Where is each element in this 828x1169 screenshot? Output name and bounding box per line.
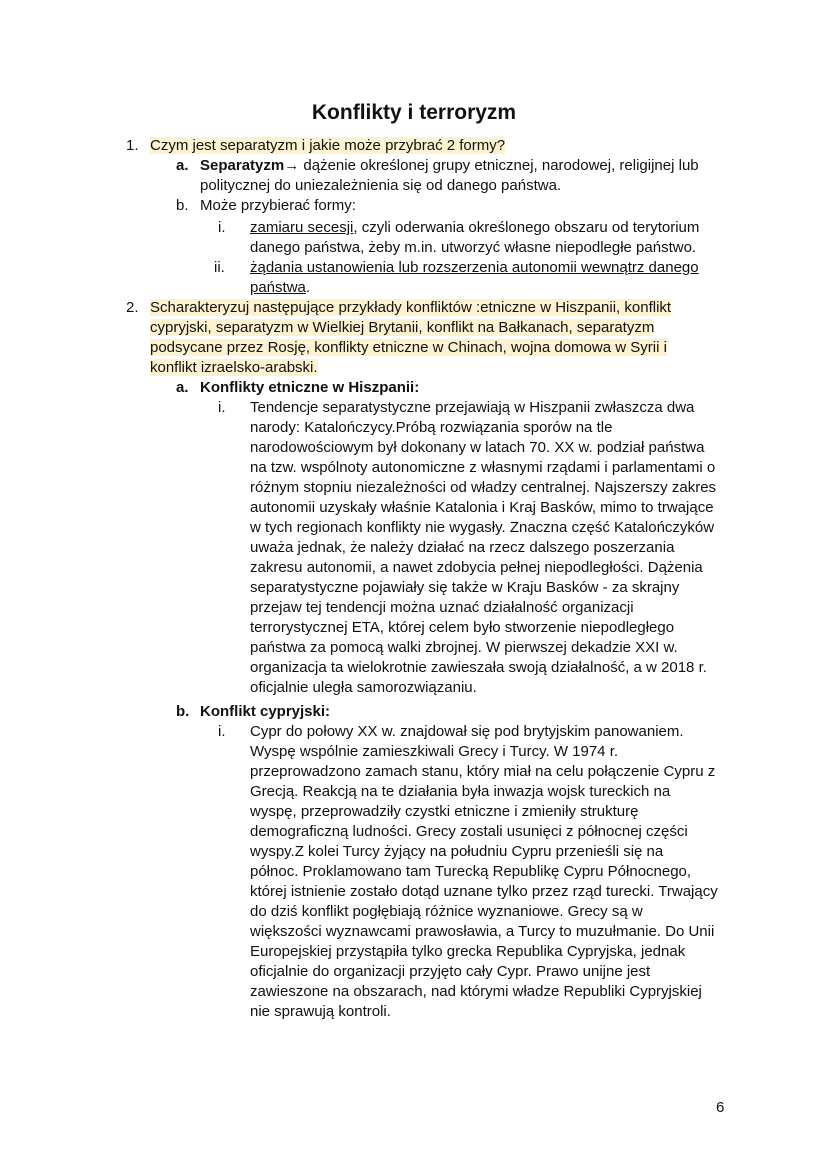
q1a-text-1: dążenie określonej grupy etnicznej, narodowej, religijnej lub — [299, 157, 699, 174]
q1a-term: Separatyzm — [200, 157, 285, 174]
q2-line-1 — [150, 298, 671, 318]
q2a-line: uważa jednak, że należy działać na rzecz dalszego poszerzania — [250, 539, 675, 556]
q2a-line: państwa za pomocą walki zbrojnej. W pierwszej dekadzie XXI w. — [250, 639, 678, 656]
q1b-ii-line-2 — [250, 278, 310, 298]
q2-number: 2. — [126, 299, 139, 316]
q2a-line: narody: Katalończycy.Próbą rozwiązania sporów na tle — [250, 419, 613, 436]
q2b-line: do dziś konflikt pogłębiają różnice wyznaniowe. Grecy są w — [250, 903, 643, 920]
q2b-line: Europejskiej przystąpiła tylko grecka Republika Cypryjska, jednak — [250, 943, 686, 960]
q2a-line: zakresu autonomii, a nawet zdobycia pełnej niepodległości. Dążenia — [250, 559, 703, 576]
q2a-line: autonomii uzyskały właśnie Katalonia i Kraj Basków, mimo to trwające — [250, 499, 714, 516]
q1b-ii-marker: ii. — [214, 259, 225, 276]
q2b-line: demograficzną ludności. Grecy zostali usunięci z północnej części — [250, 823, 688, 840]
q1a-marker: a. — [176, 157, 189, 174]
q1b-ii-text-2: państwa — [250, 279, 306, 296]
q2a-i-marker: i. — [218, 399, 226, 416]
q1b-i-line-1 — [250, 218, 699, 238]
q2b-line: której istnienie zostało dotąd uznane tylko przez rząd turecki. Trwający — [250, 883, 718, 900]
q2a-line: na tzw. wspólnoty autonomiczne z własnymi rządami i parlamentami o — [250, 459, 716, 476]
q2a-line: terrorystycznej ETA, której celem było stworzenie niepodległego — [250, 619, 675, 636]
q2-line-3 — [150, 338, 667, 358]
q1b-ii-end: . — [305, 279, 311, 296]
q1-number: 1. — [126, 137, 139, 154]
q2b-line: Wyspę wspólnie zamieszkiwali Grecy i Turcy. W 1974 r. — [250, 743, 619, 760]
q2a-line: narodowościowym był dokonany w latach 70. XX w. podział państwa — [250, 439, 705, 456]
q1b-i-marker: i. — [218, 219, 226, 236]
q2-line-2 — [150, 318, 654, 338]
q2a-line: oficjalnie uległa samorozwiązaniu. — [250, 679, 477, 696]
q2a-line: różnym stopniu niezależności od władzy centralnej. Najszerszy zakres — [250, 479, 717, 496]
page-number: 6 — [716, 1099, 725, 1116]
q2-text-2: cypryjski, separatyzm w Wielkiej Brytanii, konflikt na Bałkanach, separatyzm — [150, 319, 655, 336]
q1b-i-line-2: danego państwa, żeby m.in. utworzyć własne niepodległe państwo. — [250, 239, 697, 256]
q2b-line: większości wyznawcami prawosławia, a Turcy to muzułmanie. Do Unii — [250, 923, 715, 940]
page-title: Konflikty i terroryzm — [311, 101, 517, 124]
q2-text-4: konflikt izraelsko-arabski. — [150, 359, 318, 376]
q2b-line: oficjalnie do organizacji przyjęto cały Cypr. Prawo unijne jest — [250, 963, 651, 980]
q1-question-text: Czym jest separatyzm i jakie może przybrać 2 formy? — [150, 137, 506, 154]
q2-line-4 — [150, 358, 318, 378]
q2b-line: zawieszone na obszarach, nad którymi władze Republiki Cypryjskiej — [250, 983, 702, 1000]
q2b-i-marker: i. — [218, 723, 226, 740]
q1b-ii-line-1: żądania ustanowienia lub rozszerzenia autonomii wewnątrz danego — [250, 259, 699, 276]
q2a-line: przejaw tej tendencji można uznać działalność organizacji — [250, 599, 634, 616]
q1-question — [150, 136, 505, 156]
q2b-line: północ. Proklamowano tam Turecką Republikę Cypru Północnego, — [250, 863, 692, 880]
q2b-line: Grecją. Reakcją na te działania była inwazja wojsk tureckich na — [250, 783, 671, 800]
q2b-marker: b. — [176, 703, 190, 720]
q1b-marker: b. — [176, 197, 189, 214]
q1b-i-text-1: , czyli oderwania określonego obszaru od terytorium — [353, 219, 700, 236]
q2a-line: organizacja ta wielokrotnie zawieszała swoją działalność, a w 2018 r. — [250, 659, 707, 676]
q2-text-1: Scharakteryzuj następujące przykłady konfliktów :etniczne w Hiszpanii, konflikt — [150, 299, 672, 316]
q2b-line: wyspy.Z kolei Turcy żyjący na południu Cypru przenieśli się na — [250, 843, 664, 860]
q2a-heading: Konflikty etniczne w Hiszpanii: — [200, 379, 420, 396]
q1a-line-1 — [200, 156, 699, 176]
q2b-heading: Konflikt cypryjski: — [200, 703, 331, 720]
q1a-line-2: politycznej do uniezależnienia się od danego państwa. — [200, 177, 562, 194]
q2b-line: przeprowadzono zamach stanu, który miał na celu połączenie Cypru z — [250, 763, 716, 780]
q2b-line: nie sprawują kontroli. — [250, 1003, 391, 1020]
arrow-icon: → — [284, 157, 300, 174]
q2-text-3: podsycane przez Rosję, konflikty etniczne w Chinach, wojna domowa w Syrii i — [150, 339, 667, 356]
q1b-text: Może przybierać formy: — [200, 197, 356, 214]
q2a-marker: a. — [176, 379, 189, 396]
q2a-line: w tych regionach konflikty nie wygasły. Znaczna część Katalończyków — [250, 519, 715, 536]
q2b-line: wyspę, przeprowadziły czystki etniczne i zmieniły strukturę — [250, 803, 639, 820]
q2b-line: Cypr do połowy XX w. znajdował się pod brytyjskim panowaniem. — [250, 723, 684, 740]
q1b-i-underlined: zamiaru secesji — [250, 219, 354, 236]
q2a-line: separatystyczne pojawiały się także w Kraju Basków - za skrajny — [250, 579, 680, 596]
q2a-line: Tendencje separatystyczne przejawiają w Hiszpanii zwłaszcza dwa — [250, 399, 695, 416]
